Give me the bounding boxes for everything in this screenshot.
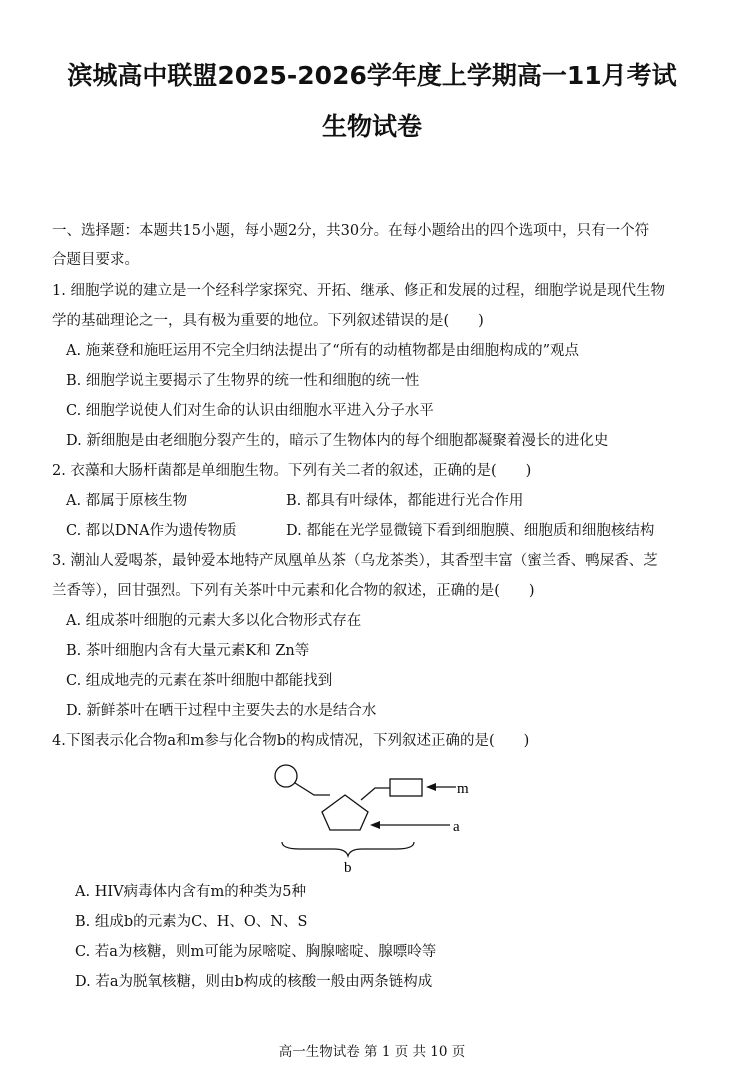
arrow-m-head [426,783,436,791]
q4-stem: 4.下图表示化合物a和m参与化合物b的构成情况，下列叙述正确的是( ) [52,733,530,749]
q1-stem-line1: 1. 细胞学说的建立是一个经科学家探究、开拓、继承、修正和发展的过程，细胞学说是现代生物 [52,283,665,299]
q3-option-a: A. 组成茶叶细胞的元素大多以化合物形式存在 [66,613,362,629]
q3-option-b: B. 茶叶细胞内含有大量元素K和 Zn等 [66,643,310,659]
section-instructions-line2: 合题目要求。 [52,252,139,268]
label-a: a [453,819,460,835]
q1-option-d: D. 新细胞是由老细胞分裂产生的，暗示了生物体内的每个细胞都凝聚着漫长的进化史 [66,433,609,449]
q2-option-d: D. 都能在光学显微镜下看到细胞膜、细胞质和细胞核结构 [286,523,655,539]
q4-option-d: D. 若a为脱氧核糖，则由b构成的核酸一般由两条链构成 [75,974,433,990]
q1-option-c: C. 细胞学说使人们对生命的认识由细胞水平进入分子水平 [66,403,434,419]
phosphate-bond-line [295,783,330,795]
exam-title: 滨城高中联盟2025-2026学年度上学期高一11月考试 [67,61,677,90]
pentose-pentagon [322,795,368,830]
q2-option-a: A. 都属于原核生物 [66,493,188,509]
section-instructions-line1: 一、选择题：本题共15小题，每小题2分，共30分。在每小题给出的四个选项中，只有一个符 [52,223,650,239]
base-rectangle [390,779,422,796]
q3-stem-line2: 兰香等），回甘强烈。下列有关茶叶中元素和化合物的叙述，正确的是( ) [52,583,535,599]
exam-subtitle: 生物试卷 [321,112,422,141]
q4-option-a: A. HIV病毒体内含有m的种类为5种 [75,884,307,900]
q3-option-c: C. 组成地壳的元素在茶叶细胞中都能找到 [66,673,333,689]
page-footer: 高一生物试卷 第 1 页 共 10 页 [278,1044,466,1060]
nucleotide-diagram [270,760,500,875]
q1-stem-line2: 学的基础理论之一，具有极为重要的地位。下列叙述错误的是( ) [52,313,484,329]
q1-option-b: B. 细胞学说主要揭示了生物界的统一性和细胞的统一性 [66,373,420,389]
q1-option-a: A. 施莱登和施旺运用不完全归纳法提出了“所有的动植物都是由细胞构成的”观点 [66,343,580,359]
label-b: b [344,860,352,875]
q2-option-b: B. 都具有叶绿体，都能进行光合作用 [286,493,524,509]
label-m: m [457,781,469,797]
arrow-a-head [370,821,380,829]
q4-option-c: C. 若a为核糖，则m可能为尿嘧啶、胸腺嘧啶、腺嘌呤等 [75,944,437,960]
q3-option-d: D. 新鲜茶叶在晒干过程中主要失去的水是结合水 [66,703,377,719]
q2-stem: 2. 衣藻和大肠杆菌都是单细胞生物。下列有关二者的叙述，正确的是( ) [52,463,532,479]
q3-stem-line1: 3. 潮汕人爱喝茶，最钟爱本地特产凤凰单丛茶（乌龙茶类），其香型丰富（蜜兰香、鸭屎香、芝 [52,553,658,569]
q4-option-b: B. 组成b的元素为C、H、O、N、S [75,914,308,930]
base-bond-line [361,788,390,800]
phosphate-circle [275,765,297,787]
brace-b [282,842,414,856]
q2-option-c: C. 都以DNA作为遗传物质 [66,523,237,539]
